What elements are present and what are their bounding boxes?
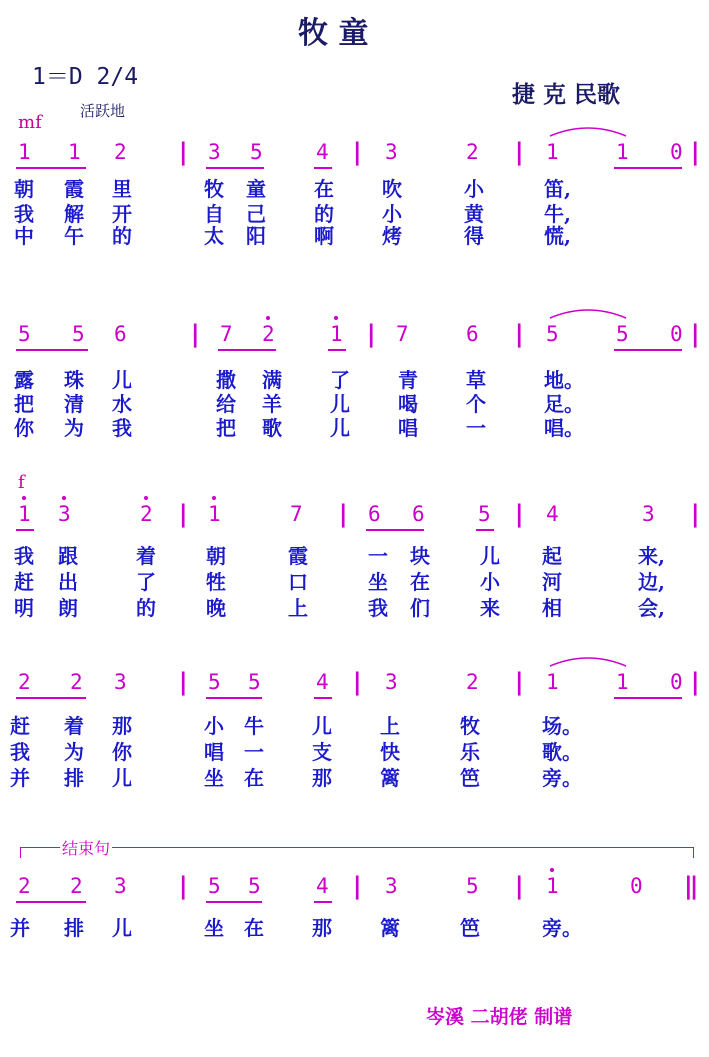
barline: | [176, 138, 191, 166]
eighth-underline [206, 167, 264, 169]
lyric-char: 排 [64, 766, 84, 790]
lyric-char: 喝 [398, 392, 418, 416]
eighth-underline [16, 697, 86, 699]
note: 2 [18, 670, 31, 694]
note: 1 [18, 502, 31, 526]
lyric-char: 边, [638, 570, 665, 594]
lyric-char: 草 [466, 368, 486, 392]
lyric-char: 篱 [380, 766, 400, 790]
lyric-char: 得 [464, 224, 484, 248]
high-octave-dot [550, 868, 554, 872]
lyric-char: 唱 [398, 416, 418, 440]
lyric-char: 烤 [382, 224, 402, 248]
lyric-char: 黄 [464, 202, 484, 226]
lyric-char: 块 [410, 544, 430, 568]
lyric-char: 明 [14, 596, 34, 620]
barline: | [176, 668, 191, 696]
barline: | [336, 500, 351, 528]
lyric-char: 午 [64, 224, 84, 248]
lyric-char: 珠 [64, 368, 84, 392]
note: 1 [18, 140, 31, 164]
note: 1 [546, 140, 559, 164]
eighth-underline [614, 167, 682, 169]
lyric-char: 己 [246, 202, 266, 226]
lyric-char: 赶 [14, 570, 34, 594]
note: 7 [396, 322, 409, 346]
lyric-char: 开 [112, 202, 132, 226]
note: 0 [670, 140, 683, 164]
note: 1 [68, 140, 81, 164]
lyric-char: 儿 [330, 392, 350, 416]
barline: | [176, 872, 191, 900]
note: 2 [114, 140, 127, 164]
lyric-char: 场。 [542, 714, 582, 738]
lyric-char: 朝 [14, 177, 34, 201]
note: 5 [546, 322, 559, 346]
barline: | [188, 320, 203, 348]
lyric-char: 旁。 [542, 766, 582, 790]
eighth-underline [314, 901, 332, 903]
lyric-char: 篱 [380, 916, 400, 940]
note: 5 [250, 140, 263, 164]
lyric-char: 小 [382, 202, 402, 226]
note: 5 [208, 874, 221, 898]
note: 4 [546, 502, 559, 526]
song-title: 牧 童 [298, 16, 369, 51]
lyric-char: 你 [14, 416, 34, 440]
note: 3 [208, 140, 221, 164]
lyric-char: 一 [368, 544, 388, 568]
tempo-marking: 活跃地 [80, 102, 126, 120]
eighth-underline [218, 349, 276, 351]
lyric-char: 小 [464, 177, 484, 201]
lyric-char: 地。 [544, 368, 584, 392]
eighth-underline [16, 901, 86, 903]
eighth-underline [206, 901, 262, 903]
note: 2 [466, 140, 479, 164]
lyric-char: 小 [480, 570, 500, 594]
lyric-char: 儿 [112, 368, 132, 392]
high-octave-dot [334, 316, 338, 320]
lyric-char: 相 [542, 596, 562, 620]
lyric-char: 着 [136, 544, 156, 568]
lyric-char: 坐 [204, 766, 224, 790]
transcriber-credit: 岑溪 二胡佬 制谱 [426, 1006, 573, 1028]
lyric-char: 一 [244, 740, 264, 764]
note: 1 [546, 670, 559, 694]
note: 2 [466, 670, 479, 694]
lyric-char: 并 [10, 916, 30, 940]
lyric-char: 我 [14, 202, 34, 226]
note: 5 [248, 670, 261, 694]
note: 5 [72, 322, 85, 346]
note: 3 [114, 874, 127, 898]
note: 6 [412, 502, 425, 526]
note: 5 [208, 670, 221, 694]
lyric-char: 着 [64, 714, 84, 738]
lyric-char: 牛, [544, 202, 571, 226]
lyric-char: 在 [410, 570, 430, 594]
eighth-underline [206, 697, 262, 699]
note: 6 [114, 322, 127, 346]
lyric-char: 啊 [314, 224, 334, 248]
lyric-char: 歌。 [542, 740, 582, 764]
note: 3 [58, 502, 71, 526]
lyric-char: 撒 [216, 368, 236, 392]
tie-arc [548, 124, 628, 138]
lyric-char: 晚 [206, 596, 226, 620]
barline: | [350, 872, 365, 900]
lyric-char: 起 [542, 544, 562, 568]
lyric-char: 把 [216, 416, 236, 440]
dynamic-mf: mf [18, 112, 42, 133]
lyric-char: 那 [112, 714, 132, 738]
barline: | [688, 138, 703, 166]
high-octave-dot [212, 496, 216, 500]
lyric-char: 口 [288, 570, 308, 594]
final-barline: ‖ [684, 872, 699, 900]
note: 2 [70, 874, 83, 898]
lyric-char: 慌, [544, 224, 571, 248]
lyric-char: 的 [112, 224, 132, 248]
note: 3 [385, 140, 398, 164]
lyric-char: 清 [64, 392, 84, 416]
lyric-char: 朗 [58, 596, 78, 620]
barline: | [350, 138, 365, 166]
lyric-char: 一 [466, 416, 486, 440]
lyric-char: 跟 [58, 544, 78, 568]
lyric-char: 儿 [312, 714, 332, 738]
lyric-char: 牧 [204, 177, 224, 201]
barline: | [512, 668, 527, 696]
note: 1 [208, 502, 221, 526]
lyric-char: 足。 [544, 392, 584, 416]
lyric-char: 在 [314, 177, 334, 201]
lyric-char: 的 [136, 596, 156, 620]
lyric-char: 中 [14, 224, 34, 248]
note: 3 [642, 502, 655, 526]
barline: | [688, 320, 703, 348]
lyric-char: 童 [246, 177, 266, 201]
lyric-char: 你 [112, 740, 132, 764]
note: 2 [140, 502, 153, 526]
lyric-char: 们 [410, 596, 430, 620]
note: 5 [248, 874, 261, 898]
lyric-char: 我 [112, 416, 132, 440]
lyric-char: 太 [204, 224, 224, 248]
high-octave-dot [144, 496, 148, 500]
lyric-char: 青 [398, 368, 418, 392]
lyric-char: 里 [112, 177, 132, 201]
note: 2 [18, 874, 31, 898]
barline: | [688, 668, 703, 696]
note: 6 [368, 502, 381, 526]
note: 6 [466, 322, 479, 346]
lyric-char: 露 [14, 368, 34, 392]
lyric-char: 阳 [246, 224, 266, 248]
lyric-char: 我 [10, 740, 30, 764]
eighth-underline [314, 167, 332, 169]
lyric-char: 把 [14, 392, 34, 416]
barline: | [688, 500, 703, 528]
note: 5 [466, 874, 479, 898]
tie-arc [548, 306, 628, 320]
note: 0 [670, 670, 683, 694]
eighth-underline [16, 529, 34, 531]
barline: | [364, 320, 379, 348]
lyric-char: 霞 [64, 177, 84, 201]
lyric-char: 排 [64, 916, 84, 940]
lyric-char: 支 [312, 740, 332, 764]
lyric-char: 歌 [262, 416, 282, 440]
key-signature: 1＝D 2/4 [32, 64, 139, 90]
lyric-char: 并 [10, 766, 30, 790]
lyric-char: 坐 [204, 916, 224, 940]
lyric-char: 牛 [244, 714, 264, 738]
barline: | [350, 668, 365, 696]
lyric-char: 了 [136, 570, 156, 594]
barline: | [512, 500, 527, 528]
lyric-char: 上 [380, 714, 400, 738]
note: 4 [316, 140, 329, 164]
note: 5 [18, 322, 31, 346]
lyric-char: 为 [64, 416, 84, 440]
lyric-char: 赶 [10, 714, 30, 738]
eighth-underline [366, 529, 424, 531]
lyric-char: 我 [368, 596, 388, 620]
note: 5 [478, 502, 491, 526]
lyric-char: 乐 [460, 740, 480, 764]
lyric-char: 给 [216, 392, 236, 416]
barline: | [512, 872, 527, 900]
lyric-char: 坐 [368, 570, 388, 594]
barline: | [512, 320, 527, 348]
lyric-char: 儿 [112, 766, 132, 790]
note: 3 [385, 670, 398, 694]
high-octave-dot [62, 496, 66, 500]
lyric-char: 来 [480, 596, 500, 620]
note: 7 [290, 502, 303, 526]
high-octave-dot [266, 316, 270, 320]
lyric-char: 笛, [544, 177, 571, 201]
lyric-char: 来, [638, 544, 665, 568]
barline: | [512, 138, 527, 166]
note: 3 [114, 670, 127, 694]
lyric-char: 唱。 [544, 416, 584, 440]
lyric-char: 水 [112, 392, 132, 416]
tie-arc [548, 654, 628, 668]
lyric-char: 儿 [480, 544, 500, 568]
lyric-char: 个 [466, 392, 486, 416]
note: 0 [670, 322, 683, 346]
dynamic-f: f [18, 472, 25, 493]
lyric-char: 解 [64, 202, 84, 226]
lyric-char: 河 [542, 570, 562, 594]
lyric-char: 满 [262, 368, 282, 392]
lyric-char: 我 [14, 544, 34, 568]
note: 7 [220, 322, 233, 346]
lyric-char: 在 [244, 766, 264, 790]
eighth-underline [614, 697, 682, 699]
note: 5 [616, 322, 629, 346]
eighth-underline [476, 529, 494, 531]
lyric-char: 小 [204, 714, 224, 738]
eighth-underline [614, 349, 682, 351]
barline: | [176, 500, 191, 528]
eighth-underline [16, 167, 86, 169]
lyric-char: 笆 [460, 766, 480, 790]
eighth-underline [16, 349, 88, 351]
lyric-char: 牲 [206, 570, 226, 594]
lyric-char: 儿 [112, 916, 132, 940]
note: 2 [70, 670, 83, 694]
note: 2 [262, 322, 275, 346]
lyric-char: 那 [312, 766, 332, 790]
lyric-char: 儿 [330, 416, 350, 440]
lyric-char: 那 [312, 916, 332, 940]
note: 3 [385, 874, 398, 898]
lyric-char: 笆 [460, 916, 480, 940]
note: 1 [330, 322, 343, 346]
high-octave-dot [22, 496, 26, 500]
note: 1 [546, 874, 559, 898]
lyric-char: 唱 [204, 740, 224, 764]
eighth-underline [314, 697, 332, 699]
note: 0 [630, 874, 643, 898]
lyric-char: 了 [330, 368, 350, 392]
note: 1 [616, 140, 629, 164]
lyric-char: 自 [204, 202, 224, 226]
lyric-char: 在 [244, 916, 264, 940]
composer-credit: 捷 克 民歌 [512, 81, 621, 108]
lyric-char: 的 [314, 202, 334, 226]
lyric-char: 朝 [206, 544, 226, 568]
note: 4 [316, 670, 329, 694]
lyric-char: 霞 [288, 544, 308, 568]
lyric-char: 旁。 [542, 916, 582, 940]
lyric-char: 羊 [262, 392, 282, 416]
note: 4 [316, 874, 329, 898]
lyric-char: 牧 [460, 714, 480, 738]
lyric-char: 出 [58, 570, 78, 594]
ending-label: 结束句 [60, 836, 112, 859]
eighth-underline [328, 349, 346, 351]
note: 1 [616, 670, 629, 694]
lyric-char: 快 [380, 740, 400, 764]
lyric-char: 吹 [382, 177, 402, 201]
lyric-char: 上 [288, 596, 308, 620]
ending-bracket-line [20, 847, 694, 858]
lyric-char: 为 [64, 740, 84, 764]
lyric-char: 会, [638, 596, 665, 620]
